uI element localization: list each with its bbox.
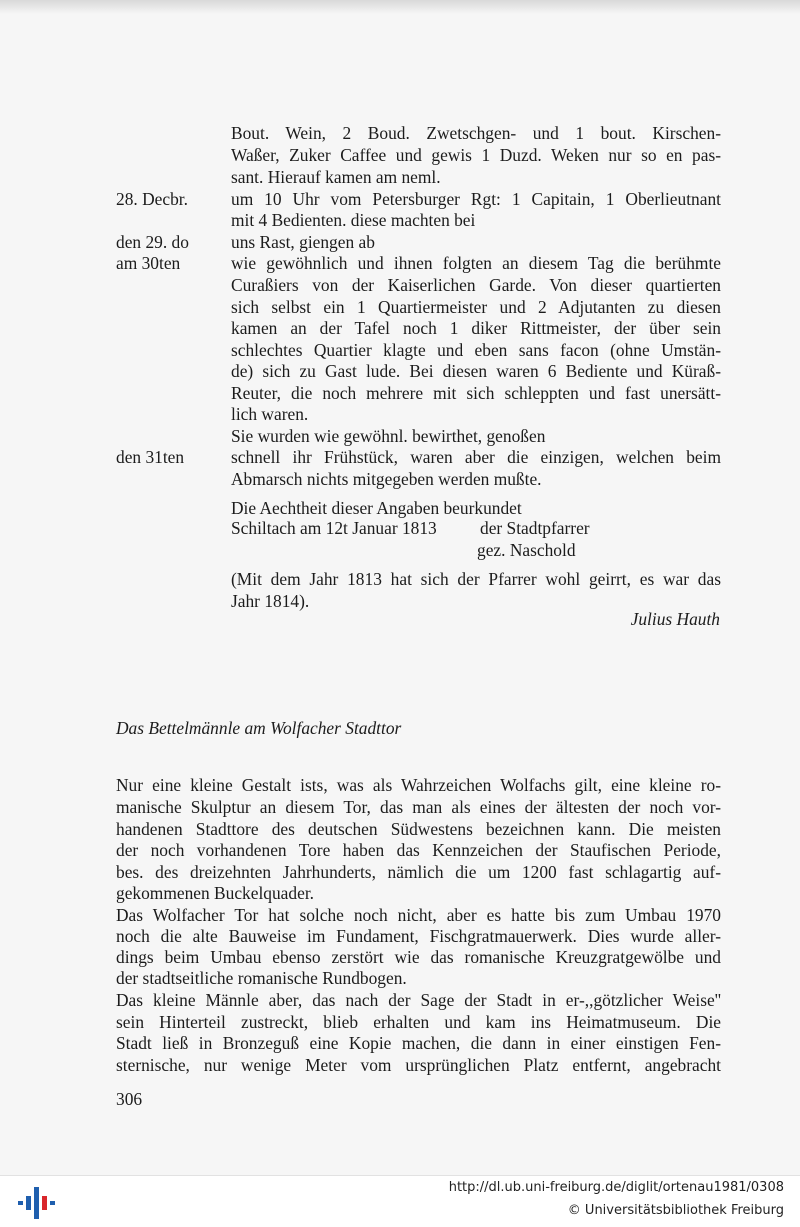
- body-line: gekommenen Buckelquader.: [116, 883, 314, 903]
- entry-line: Abmarsch nichts mitgegeben werden mußte.: [231, 469, 542, 489]
- entry-line: wie gewöhnlich und ihnen folgten an diesem Tag die berühmte: [231, 253, 721, 273]
- section-title: Das Bettelmännle am Wolfacher Stadttor: [116, 718, 402, 738]
- entry-date: den 31ten: [116, 447, 185, 467]
- entry-line: Sie wurden wie gewöhnl. bewirthet, genoßen: [231, 426, 546, 446]
- footer-bar: [0, 1175, 800, 1227]
- note-line: Jahr 1814).: [231, 591, 310, 611]
- entry-line: mit 4 Bedienten. diese machten bei: [231, 210, 476, 230]
- entry-line: Reuter, die noch mehrere mit sich schleppten und fast unersätt-: [231, 383, 721, 403]
- entry-line: um 10 Uhr vom Petersburger Rgt: 1 Capitain, 1 Oberlieutnant: [231, 189, 721, 209]
- body-line: manische Skulptur an diesem Tor, das man als eines der ältesten der noch vor-: [116, 797, 721, 817]
- attestation-place-date: Schiltach am 12t Januar 1813: [231, 518, 437, 538]
- entry-line: lich waren.: [231, 404, 309, 424]
- body-line: noch die alte Bauweise im Fundament, Fischgratmauerwerk. Dies wurde aller-: [116, 926, 721, 946]
- ub-freiburg-logo-icon[interactable]: [16, 1184, 56, 1222]
- entry-date: den 29. do: [116, 232, 189, 252]
- author-name: Julius Hauth: [630, 609, 720, 629]
- entry-line: uns Rast, giengen ab: [231, 232, 375, 252]
- body-line: Nur eine kleine Gestalt ists, was als Wahrzeichen Wolfachs gilt, eine kleine ro-: [116, 775, 721, 795]
- entry-line: de) sich zu Gast lude. Bei diesen waren 6 Bediente und Küraß-: [231, 361, 721, 381]
- entry-date: am 30ten: [116, 253, 181, 273]
- copyright-text: © Universitätsbibliothek Freiburg: [567, 1203, 784, 1218]
- body-line: der stadtseitliche romanische Rundbogen.: [116, 968, 407, 988]
- entry-line: kamen an der Tafel noch 1 diker Rittmeister, der über sein: [231, 318, 721, 338]
- attestation-line: Die Aechtheit dieser Angaben beurkundet: [231, 498, 522, 518]
- page-number: 306: [116, 1089, 143, 1109]
- entry-line: Bout. Wein, 2 Boud. Zwetschgen- und 1 bout. Kirschen-: [231, 123, 721, 143]
- entry-line: schlechtes Quartier klagte und eben sans facon (ohne Umstän-: [231, 340, 721, 360]
- body-line: sternische, nur wenige Meter vom ursprünglichen Platz entfernt, angebracht: [116, 1055, 721, 1075]
- entry-line: sant. Hierauf kamen am neml.: [231, 167, 441, 187]
- body-line: Das Wolfacher Tor hat solche noch nicht, aber es hatte bis zum Umbau 1970: [116, 905, 721, 925]
- body-line: sein Hinterteil zustreckt, blieb erhalten und kam ins Heimatmuseum. Die: [116, 1012, 721, 1032]
- body-line: Das kleine Männle aber, das nach der Sage der Stadt in er-,,götzlicher Weise'': [116, 990, 721, 1010]
- note-line: (Mit dem Jahr 1813 hat sich der Pfarrer wohl geirrt, es war das: [231, 569, 721, 589]
- entry-line: sich selbst ein 1 Quartiermeister und 2 Adjutanten zu diesen: [231, 297, 721, 317]
- attestation-title: der Stadtpfarrer: [480, 518, 590, 538]
- source-url-link[interactable]: http://dl.ub.uni-freiburg.de/diglit/ortenau1981/0308: [448, 1180, 784, 1195]
- attestation-signature: gez. Naschold: [477, 540, 576, 560]
- body-line: bes. des dreizehnten Jahrhunderts, nämlich die um 1200 fast schlagartig auf-: [116, 862, 721, 882]
- entry-line: Waßer, Zuker Caffee und gewis 1 Duzd. Weken nur so en pas-: [231, 145, 721, 165]
- entry-line: Curaßiers von der Kaiserlichen Garde. Von dieser quartierten: [231, 275, 721, 295]
- entry-date: 28. Decbr.: [116, 189, 188, 209]
- body-line: handenen Stadttore des deutschen Südwestens bezeichnen kann. Die meisten: [116, 819, 721, 839]
- body-line: Stadt ließ in Bronzeguß eine Kopie machen, die dann in einer einstigen Fen-: [116, 1033, 721, 1053]
- body-line: der noch vorhandenen Tore haben das Kennzeichen der Staufischen Periode,: [116, 840, 721, 860]
- page-top-shadow: [0, 0, 800, 14]
- entry-line: schnell ihr Frühstück, waren aber die einzigen, welchen beim: [231, 447, 721, 467]
- body-line: dings beim Umbau ebenso zerstört wie das romanische Kreuzgratgewölbe und: [116, 947, 721, 967]
